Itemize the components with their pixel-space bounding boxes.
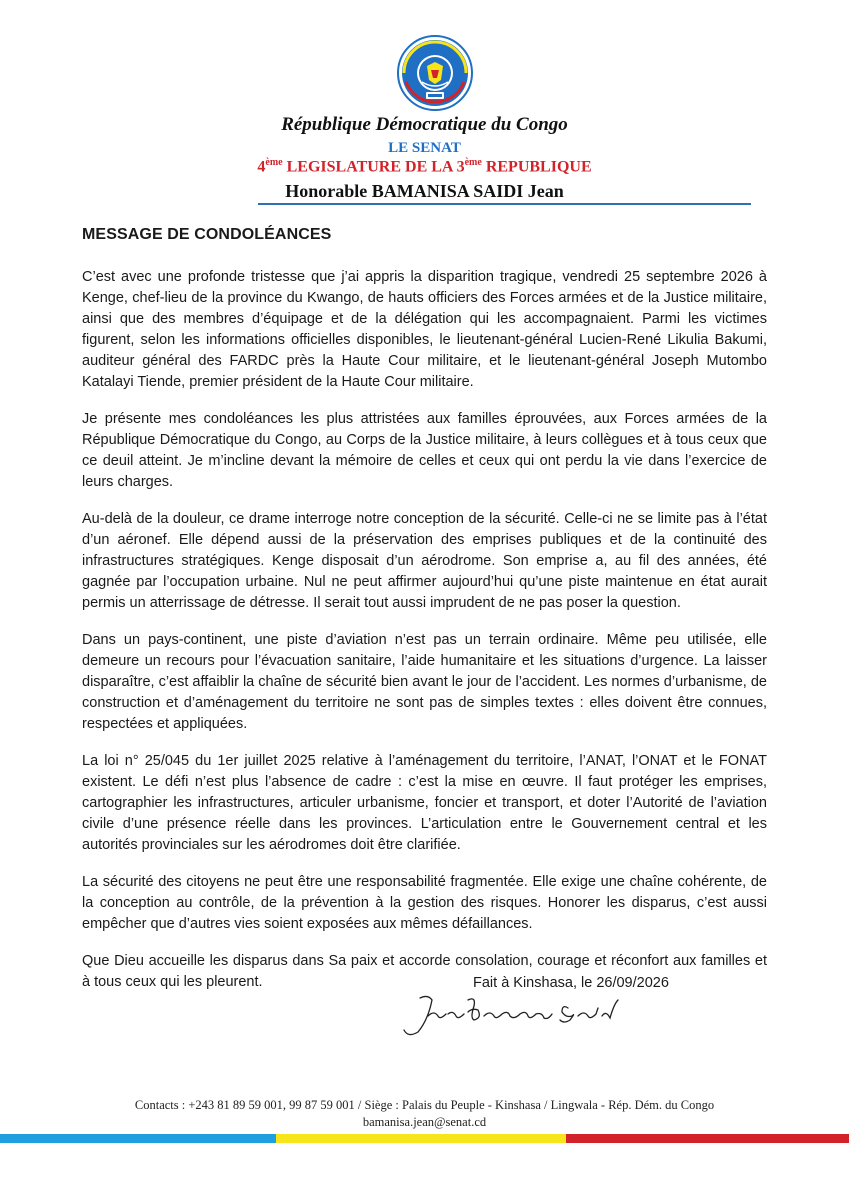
paragraph: Au-delà de la douleur, ce drame interroge notre conception de la sécurité. Celle-ci ne se limite pas à l’état d’un aéronef. Elle dépend aussi de la préservation des emprises publiques et de la continuité des infrastructures stratégiques. Kenge disposait d’un aérodrome. Son emprise a, au fil des années, été gagnée par l’occupation urbaine. Nul ne peut affirmer aujourd’hui qu’une piste maintenue en état aurait permis un atterrissage de détresse. Il serait tout aussi imprudent de ne pas poser la question. xyxy=(82,511,767,611)
flag-band-red xyxy=(566,1134,849,1143)
place-and-date: Fait à Kinshasa, le 26/09/2026 xyxy=(473,975,669,991)
footer-contacts: Contacts : +243 81 89 59 001, 99 87 59 001 / Siège : Palais du Peuple - Kinshasa / Lingwala - Rép. Dém. du Congo xyxy=(134,1098,715,1112)
header-honorable: Honorable BAMANISA SAIDI Jean xyxy=(285,181,564,201)
senate-seal-logo xyxy=(396,34,474,112)
header-senat: LE SENAT xyxy=(388,140,461,156)
letter-title: MESSAGE DE CONDOLÉANCES xyxy=(82,226,332,243)
header-legislature: 4ème LEGISLATURE DE LA 3ème REPUBLIQUE xyxy=(257,157,592,176)
flag-band-yellow xyxy=(276,1134,566,1143)
header-republic: République Démocratique du Congo xyxy=(281,114,568,135)
footer-email: bamanisa.jean@senat.cd xyxy=(362,1115,487,1129)
flag-band-blue xyxy=(0,1134,276,1143)
handwritten-signature xyxy=(398,990,628,1040)
paragraph: La sécurité des citoyens ne peut être une responsabilité fragmentée. Elle exige une chaîne cohérente, de la conception au contrôle, de la prévention à la gestion des risques. Honorer les disparus, c’est aussi empêcher que d’autres vies soient exposées aux mêmes défaillances. xyxy=(82,874,767,932)
paragraph: Dans un pays-continent, une piste d’aviation n’est pas un terrain ordinaire. Même peu utilisée, elle demeure un recours pour l’évacuation sanitaire, l’aide humanitaire et les situations d’urgence. La laisser disparaître, c’est affaiblir la chaîne de sécurité bien avant le jour de l’accident. Les normes d’urbanisme, de construction et d’aménagement du territoire ne sont pas de simples textes : elles doivent être connues, respectées et appliquées. xyxy=(82,632,767,732)
header-divider xyxy=(258,203,751,205)
paragraph: La loi n° 25/045 du 1er juillet 2025 relative à l’aménagement du territoire, l’ANAT, l’ONAT et le FONAT existent. Le défi n’est plus l’absence de cadre : c’est la mise en œuvre. Il faut protéger les emprises, cartographier les infrastructures, articuler urbanisme, foncier et transport, et doter l’Autorité de l’aviation civile d’une présence réelle dans les provinces. L’articulation entre le Gouvernement central et les autorités provinciales sur les aérodromes doit être clarifiée. xyxy=(82,753,767,853)
paragraph: C’est avec une profonde tristesse que j’ai appris la disparition tragique, vendredi 25 septembre 2026 à Kenge, chef-lieu de la province du Kwango, de hauts officiers des Forces armées et de la Justice militaire, ainsi que des membres d’équipage et de la délégation qui les accompagnaient. Parmi les victimes figurent, selon les informations officielles disponibles, le lieutenant-général Lucien-René Likulia Bakumi, auditeur général des FARDC près la Haute Cour militaire, et le lieutenant-général Joseph Mutombo Katalayi Tiende, premier président de la Haute Cour militaire. xyxy=(82,269,767,390)
letter-body xyxy=(82,267,767,1009)
paragraph: Je présente mes condoléances les plus attristées aux familles éprouvées, aux Forces armées de la République Démocratique du Congo, au Corps de la Justice militaire, à leurs collègues et à tous ceux que ce deuil atteint. Je m’incline devant la mémoire de celles et ceux qui ont perdu la vie dans l’exercice de leurs charges. xyxy=(82,411,767,490)
footer-flag-band xyxy=(0,1134,849,1143)
paragraph: Que Dieu accueille les disparus dans Sa paix et accorde consolation, courage et réconfort aux familles et à tous ceux qui les pleurent. xyxy=(82,953,767,990)
